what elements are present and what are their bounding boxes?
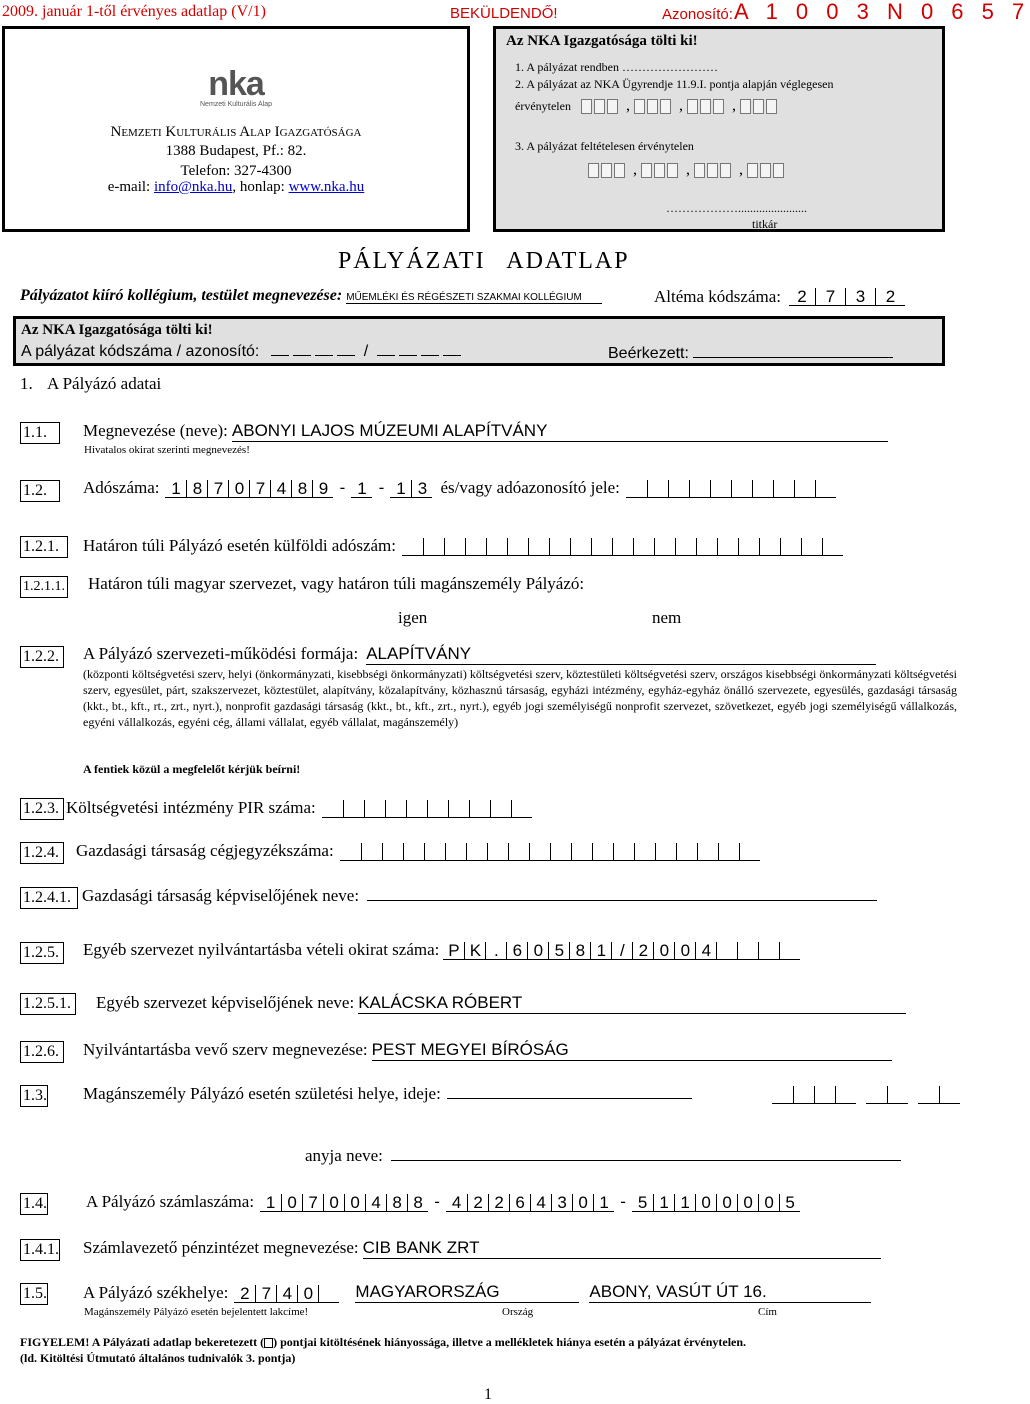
field-number-1-2-5: 1.2.5. [20,942,64,964]
warning-text: A Pályázati adatlap bekeretezett ( [91,1335,265,1349]
doc-char: K [464,942,485,960]
company-rep-field[interactable] [367,900,877,901]
received-row [608,345,893,363]
warning-text-end: ) pontjai kitöltésének hiányossága, illetve a mellékletek hiánya esetén a pályázat érvénytelen. [273,1335,747,1349]
email-link[interactable]: info@nka.hu [153,179,233,195]
tax-digit: 1 [390,480,411,498]
account-digit: 3 [551,1194,572,1212]
account-digit: 2 [467,1194,488,1212]
identifier-label: Azonosító: [662,6,733,23]
account-digit: 5 [632,1194,653,1212]
page-number: 1 [484,1386,492,1403]
account-digit: 0 [323,1194,344,1212]
account-digit: 1 [260,1194,281,1212]
registration-code-label: A pályázat kódszáma / azonosító: [21,343,260,360]
org-phone: Telefon: 327-4300 [180,163,292,179]
tax-digit: 7 [249,480,270,498]
nka-logo [171,67,301,108]
account-digit: 0 [572,1194,593,1212]
bank-account-label: A Pályázó számlaszáma: [86,1192,255,1211]
doc-char: 6 [506,942,527,960]
footer-warning [20,1335,746,1350]
tax-county-cells[interactable] [390,480,432,498]
bank-name-value[interactable]: CIB BANK ZRT [363,1238,881,1259]
legal-form-label: A Pályázó szervezeti-működési formája: [83,644,359,663]
field-number-1-4: 1.4. [20,1193,48,1215]
tax-digit: 3 [411,480,432,498]
company-rep-row [82,886,877,906]
foreign-tax-cells[interactable] [402,538,843,556]
bank-account-cells-2[interactable] [446,1194,614,1212]
doc-char: 8 [569,942,590,960]
separator: - [620,1192,626,1211]
section-title: A Pályázó adatai [47,374,162,393]
account-digit: 1 [674,1194,695,1212]
doc-char: 0 [653,942,674,960]
page-title: PÁLYÁZATI ADATLAP [338,248,630,274]
subtopic-row [654,287,905,307]
address-value[interactable]: ABONY, VASÚT ÚT 16. [589,1282,871,1303]
account-digit: 4 [530,1194,551,1212]
company-reg-label: Gazdasági társaság cégjegyzékszáma: [76,841,334,860]
doc-char: . [485,942,506,960]
tax-digit: 0 [228,480,249,498]
subtopic-code-cells[interactable] [789,288,905,306]
section-heading [20,374,161,394]
logo-text: nka [208,65,264,103]
tax-digit: 9 [312,480,333,498]
tax-digit: 7 [207,480,228,498]
address-caption: Cím [758,1306,777,1318]
org-contact [5,179,467,196]
field-number-1-2-4-1: 1.2.4.1. [20,887,78,909]
country-value[interactable]: MAGYARORSZÁG [355,1282,579,1303]
doc-char: / [611,942,632,960]
submit-label: BEKÜLDENDŐ! [450,5,558,22]
account-digit: 0 [716,1194,737,1212]
field-number-1-2-6: 1.2.6. [20,1041,64,1063]
bank-account-row [86,1192,800,1212]
zip-digit: 2 [234,1285,255,1303]
field-number-1-2: 1.2. [20,480,60,502]
email-label: e-mail: [107,179,151,195]
org-address: 1388 Budapest, Pf.: 82. [165,143,307,159]
separator: - [434,1192,440,1211]
field-number-1-4-1: 1.4.1. [20,1239,60,1261]
birth-row [83,1084,692,1104]
registering-body-label: Nyilvántartásba vevő szerv megnevezése: [83,1040,368,1059]
bank-account-cells-1[interactable] [260,1194,428,1212]
registration-title: Az NKA Igazgatósága tölti ki! [21,322,213,338]
account-digit: 1 [653,1194,674,1212]
doc-char: 2 [632,942,653,960]
tax-digit: 4 [270,480,291,498]
tax-number-label: Adószáma: [83,478,160,497]
mother-name-row [305,1146,901,1166]
separator: - [378,478,385,497]
tax-vat-cell[interactable] [351,480,372,498]
seat-note: Magánszemély Pályázó esetén bejelentett lakcíme! [84,1306,309,1318]
doc-char: 0 [674,942,695,960]
foreign-tax-row [83,536,843,556]
org-name: Nemzeti Kulturális Alap Igazgatósága [110,124,362,140]
account-digit: 0 [344,1194,365,1212]
field-number-1-2-1: 1.2.1. [20,536,68,558]
doc-char: 4 [695,942,716,960]
subtopic-digit: 7 [815,288,845,306]
checkbox-group-1[interactable]: , , , [581,97,785,114]
subtopic-digit: 2 [789,288,815,306]
name-value[interactable]: ABONYI LAJOS MÚZEUMI ALAPÍTVÁNY [232,421,888,442]
college-value[interactable]: MŰEMLÉKI ÉS RÉGÉSZETI SZAKMAI KOLLÉGIUM [346,292,602,304]
subtopic-digit: 3 [845,288,875,306]
tax-id-cells[interactable] [626,480,836,498]
account-digit: 8 [407,1194,428,1212]
office-line-2: 2. A pályázat az NKA Ügyrendje 11.9.I. pontja alapján véglegesen [515,77,834,91]
account-digit: 2 [488,1194,509,1212]
box-symbol-icon [264,1338,273,1348]
doc-char: 5 [548,942,569,960]
field-number-1-2-3: 1.2.3. [20,798,64,820]
received-field[interactable] [693,357,893,358]
account-digit: 4 [446,1194,467,1212]
registration-code-row [21,343,461,361]
bank-name-row [83,1238,881,1259]
org-rep-value[interactable]: KALÁCSKA RÓBERT [358,993,906,1014]
field-number-1-1: 1.1. [20,422,60,444]
field-number-1-5: 1.5. [20,1283,48,1305]
field-number-1-3: 1.3. [20,1085,48,1107]
web-label: , honlap: [232,179,285,195]
zip-digit: 0 [297,1285,318,1303]
college-row [20,287,602,305]
office-line-2b [515,97,785,115]
country-caption: Ország [502,1306,534,1318]
logo-subtitle: Nemzeti Kulturális Alap [200,101,272,108]
account-digit: 7 [302,1194,323,1212]
mother-name-label: anyja neve: [305,1146,383,1165]
account-digit: 4 [365,1194,386,1212]
pir-cells[interactable] [322,800,532,818]
seat-row [83,1282,871,1303]
secretary-signature-line: ………………....................... [666,201,807,215]
account-digit: 1 [593,1194,614,1212]
doc-char: P [443,942,464,960]
zip-digit: 7 [255,1285,276,1303]
registration-doc-label: Egyéb szervezet nyilvántartásba vételi okirat száma: [83,940,440,959]
name-row [83,421,888,442]
seat-label: A Pályázó székhelye: [83,1283,229,1302]
birth-label: Magánszemély Pályázó esetén születési helye, ideje: [83,1084,441,1103]
pir-label: Költségvetési intézmény PIR száma: [66,798,316,817]
tax-digit: 1 [351,480,372,498]
registering-body-row [83,1040,892,1061]
invalid-label: érvénytelen [515,99,571,113]
tax-number-row [83,478,836,498]
section-number: 1. [20,374,33,393]
registration-doc-cells[interactable] [443,942,800,960]
field-number-1-2-4: 1.2.4. [20,842,64,864]
web-link[interactable]: www.nka.hu [288,179,365,195]
company-reg-row [76,841,760,861]
identifier-value: A 1 0 0 3 N 0 6 5 7 [734,0,1030,24]
tax-digit: 1 [165,480,186,498]
company-rep-label: Gazdasági társaság képviselőjének neve: [82,886,360,905]
account-digit: 0 [737,1194,758,1212]
office-use-box [493,26,945,232]
doc-char [716,942,737,960]
legal-form-instruction: A fentiek közül a megfelelőt kérjük beírni! [83,762,301,776]
foreign-tax-label: Határon túli Pályázó esetén külföldi adószám: [83,536,396,555]
tax-digit: 8 [186,480,207,498]
warning-lead: FIGYELEM! [20,1335,90,1349]
legal-form-note: (központi költségvetési szerv, helyi (önkormányzati, kisebbségi önkormányzati) költségvetési szerv, köztestületi költségvetési szerv, országos kisebbségi önkormányzati költségvetési szerv, egyesület, párt, szakszervezet, köztestület, alapítvány, közalapítvány, közhasznú társaság, egyházi intézmény, egyház-egyház önálló szervezete, egyesülés, gazdasági társaság (kkt., bt., kft., rt., zrt., nyrt.), nonprofit gazdasági társaság (kkt., bt., kft., zrt., nyrt.), egyéb jogi személyiségű nonprofit szervezet, szövetkezet, egyéb jogi személyiségű vállalkozás, egyéni vállalkozás, egyéni cég, állami vállalat, egyéb vállalat, magánszemély) [83,667,957,729]
doc-char [779,942,800,960]
checkbox-group-2[interactable]: , , , [588,161,792,179]
field-number-1-2-1-1: 1.2.1.1. [20,576,68,598]
name-note: Hivatalos okirat szerinti megnevezés! [84,444,250,456]
account-digit: 5 [779,1194,800,1212]
registering-body-value[interactable]: PEST MEGYEI BÍRÓSÁG [372,1040,892,1061]
account-digit: 0 [281,1194,302,1212]
doc-char [737,942,758,960]
account-digit: 6 [509,1194,530,1212]
bank-name-label: Számlavezető pénzintézet megnevezése: [83,1238,359,1257]
bank-account-cells-3[interactable] [632,1194,800,1212]
subtopic-label: Altéma kódszáma: [654,287,781,306]
option-no[interactable]: nem [652,608,682,627]
field-number-1-2-2: 1.2.2. [20,646,64,668]
footer-reference: (ld. Kitöltési Útmutató általános tudnivalók 3. pontja) [20,1351,296,1365]
name-label: Megnevezése (neve): [83,421,228,440]
org-rep-row [96,993,906,1014]
account-digit: 8 [386,1194,407,1212]
separator: - [339,478,346,497]
doc-char [758,942,779,960]
legal-form-row [83,644,876,665]
birth-date-cells[interactable] [772,1086,960,1109]
birth-place-field[interactable] [447,1098,692,1099]
cross-border-label: Határon túli magyar szervezet, vagy határon túli magánszemély Pályázó: [88,574,585,593]
organization-box [2,26,470,232]
registration-box [13,316,945,366]
account-digit: 0 [758,1194,779,1212]
legal-form-value[interactable]: ALAPÍTVÁNY [366,644,876,665]
tax-number-cells[interactable] [165,480,333,498]
office-box-title: Az NKA Igazgatósága tölti ki! [506,33,698,49]
office-line-3: 3. A pályázat feltételesen érvénytelen [515,139,694,153]
zip-digit: 4 [276,1285,297,1303]
account-digit: 0 [695,1194,716,1212]
college-label: Pályázatot kiíró kollégium, testület megnevezése: [20,287,343,304]
subtopic-digit: 2 [875,288,905,306]
registration-doc-row [83,940,800,960]
pir-row [66,798,532,818]
doc-char: 0 [527,942,548,960]
secretary-role: titkár [752,217,778,231]
option-yes[interactable]: igen [398,608,428,627]
office-line-1: 1. A pályázat rendben …………………… [515,60,718,74]
zip-cells[interactable] [234,1285,339,1303]
org-rep-label: Egyéb szervezet képviselőjének neve: [96,993,355,1012]
form-version-date: 2009. január 1-től érvényes adatlap (V/1) [2,3,266,20]
tax-id-label: és/vagy adóazonosító jele: [440,478,620,497]
mother-name-field[interactable] [391,1160,901,1161]
tax-digit: 8 [291,480,312,498]
registration-code-field[interactable]: / [271,343,460,360]
company-reg-cells[interactable] [340,843,760,861]
received-label: Beérkezett: [608,345,689,362]
field-number-1-2-5-1: 1.2.5.1. [20,993,76,1015]
doc-char: 1 [590,942,611,960]
